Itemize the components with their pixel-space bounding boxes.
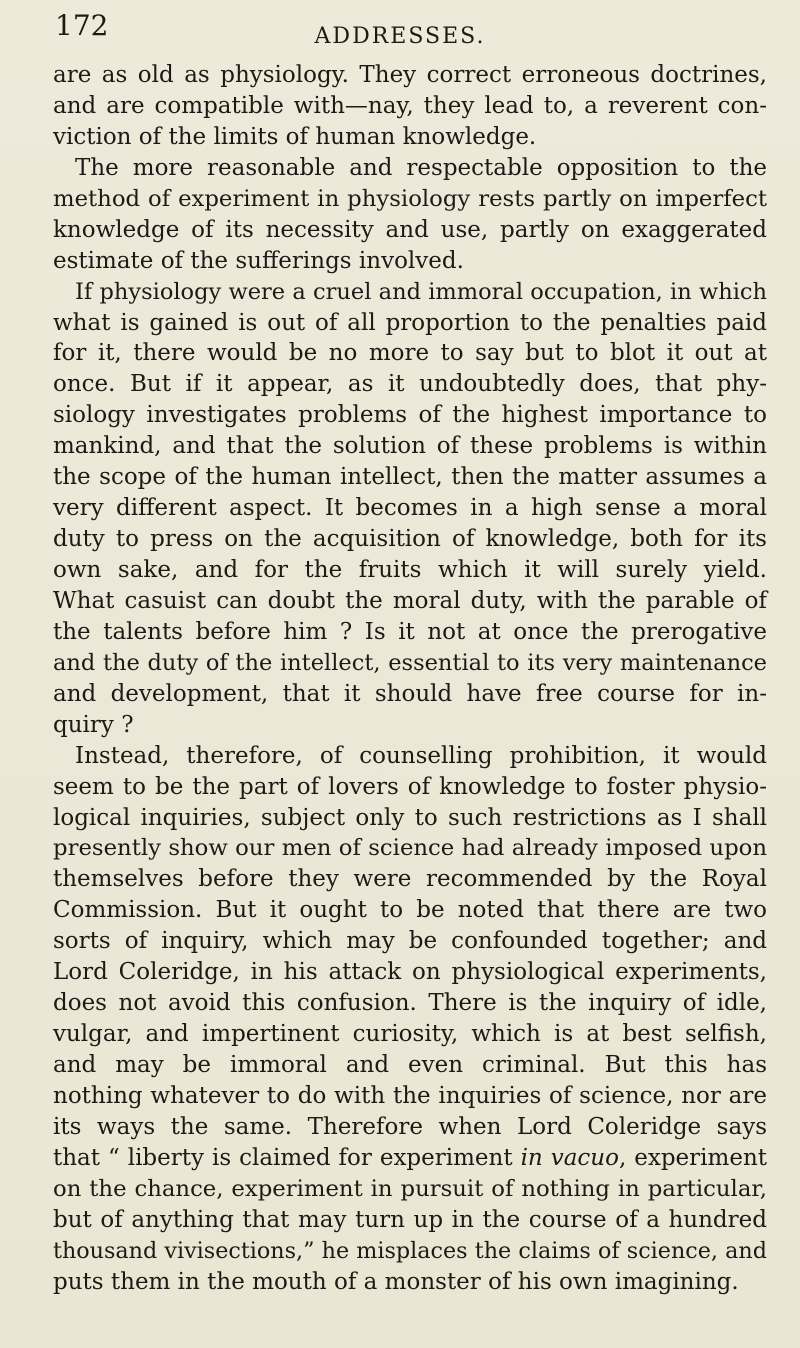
text-line: Lord Coleridge, in his attack on physiological experiments, (53, 959, 767, 986)
text-run: that “ liberty is claimed for experiment (53, 1144, 513, 1171)
text-line: sorts of inquiry, which may be confounded together; and (53, 928, 767, 955)
text-line: its ways the same. Therefore when Lord Coleridge says (53, 1113, 767, 1140)
text-run: , experiment (618, 1144, 767, 1171)
text-line: for it, there would be no more to say but to blot it out at (53, 340, 767, 367)
text-line: on the chance, experiment in pursuit of nothing in particular, (53, 1175, 767, 1202)
text-line: presently show our men of science had already imposed upon (53, 835, 767, 862)
text-line: own sake, and for the fruits which it will surely yield. (53, 557, 767, 583)
text-line: very different aspect. It becomes in a high sense a moral (53, 495, 767, 522)
page-number: 172 (55, 9, 109, 42)
text-line: puts them in the mouth of a monster of his own imagining. (53, 1268, 739, 1295)
text-line: viction of the limits of human knowledge. (53, 123, 537, 150)
text-line: seem to be the part of lovers of knowledge to foster physio- (53, 773, 767, 800)
text-line: but of anything that may turn up in the course of a hundred (53, 1206, 767, 1233)
text-line: the scope of the human intellect, then the matter assumes a (53, 464, 767, 491)
text-line: and may be immoral and even criminal. But this has (53, 1052, 767, 1078)
text-line: does not avoid this confusion. There is the inquiry of idle, (53, 990, 767, 1017)
text-line: vulgar, and impertinent curiosity, which is at best selfish, (53, 1021, 767, 1048)
italic-phrase: in vacuo (520, 1144, 619, 1171)
text-line: duty to press on the acquisition of knowledge, both for its (53, 526, 767, 553)
text-line: themselves before they were recommended by the Royal (53, 866, 767, 893)
text-line: What casuist can doubt the moral duty, with the parable of (53, 587, 767, 614)
text-line: and the duty of the intellect, essential to its very maintenance (53, 649, 767, 676)
text-line: and are compatible with—nay, they lead to, a reverent con- (53, 92, 767, 119)
text-line: are as old as physiology. They correct erroneous doctrines, (53, 62, 767, 88)
paragraph-start: If physiology were a cruel and immoral occupation, in which (75, 278, 767, 305)
body-text (53, 60, 767, 1298)
text-line: logical inquiries, subject only to such restrictions as I shall (53, 804, 767, 831)
text-line: thousand vivisections,” he misplaces the claims of science, and (53, 1237, 767, 1264)
text-line: method of experiment in physiology rests partly on imperfect (53, 185, 767, 212)
paragraph-start: The more reasonable and respectable opposition to the (75, 154, 767, 181)
text-line: knowledge of its necessity and use, partly on exaggerated (53, 216, 767, 243)
text-line: estimate of the sufferings involved. (53, 247, 464, 274)
text-line-with-italic (53, 1143, 767, 1174)
text-line: quiry ? (53, 711, 134, 738)
text-line: and development, that it should have free course for in- (53, 680, 767, 707)
text-line: Commission. But it ought to be noted that there are two (53, 897, 767, 924)
paragraph-start: Instead, therefore, of counselling prohibition, it would (75, 742, 767, 769)
text-line: once. But if it appear, as it undoubtedly does, that phy- (53, 371, 767, 398)
text-line: nothing whatever to do with the inquiries of science, nor are (53, 1082, 767, 1109)
text-line: what is gained is out of all proportion to the penalties paid (53, 309, 767, 336)
text-line: siology investigates problems of the highest importance to (53, 402, 767, 429)
running-head: ADDRESSES. (314, 24, 486, 49)
text-line: the talents before him ? Is it not at once the prerogative (53, 618, 767, 645)
text-line: mankind, and that the solution of these problems is within (53, 433, 767, 460)
